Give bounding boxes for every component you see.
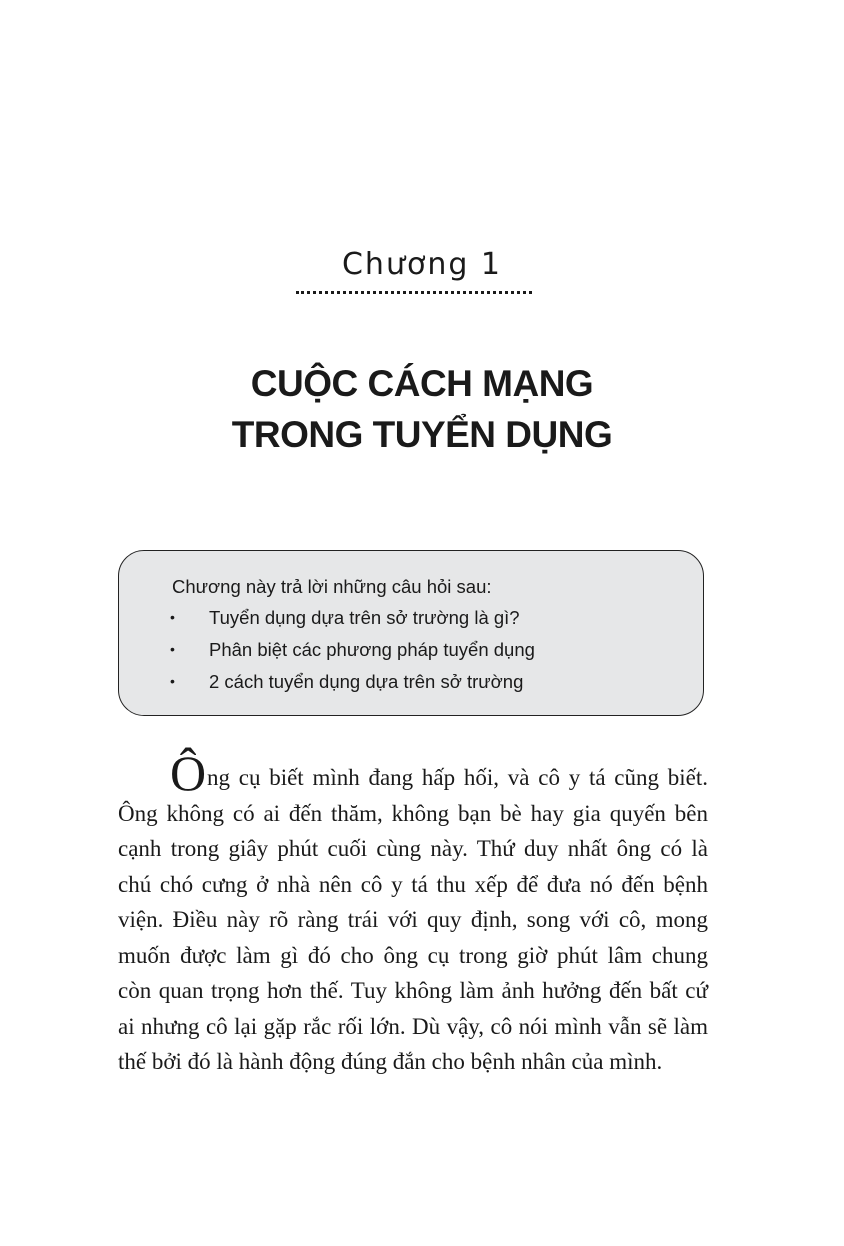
drop-cap: Ô — [170, 745, 207, 801]
chapter-title-line: CUỘC CÁCH MẠNG — [250, 363, 594, 404]
body-line: chú chó cưng ở nhà nên cô y tá thu xếp để đưa nó đến bệnh — [118, 871, 708, 897]
summary-item-text: 2 cách tuyển dụng dựa trên sở trường — [209, 671, 524, 692]
body-line: còn quan trọng hơn thế. Tuy không làm ảnh hưởng đến bất cứ — [118, 978, 708, 1003]
body-line-text: ng cụ biết mình đang hấp hối, và cô y tá cũng biết. — [207, 765, 708, 790]
summary-intro: Chương này trả lời những câu hỏi sau: — [172, 576, 492, 597]
body-line: ai nhưng cô lại gặp rắc rối lớn. Dù vậy, cô nói mình vẫn sẽ làm — [118, 1013, 708, 1039]
chapter-title-line: TRONG TUYỂN DỤNG — [231, 414, 613, 455]
chapter-divider — [296, 291, 532, 294]
bullet-icon: • — [170, 609, 175, 625]
summary-item-text: Tuyển dụng dựa trên sở trường là gì? — [209, 607, 520, 628]
body-line: viện. Điều này rõ ràng trái với quy định, song với cô, mong — [118, 907, 708, 932]
body-line: muốn được làm gì đó cho ông cụ trong giờ phút lâm chung — [118, 942, 708, 968]
chapter-summary-box — [118, 550, 704, 716]
body-line: cạnh trong giây phút cuối cùng này. Thứ duy nhất ông có là — [118, 836, 708, 861]
bullet-icon: • — [170, 673, 175, 689]
body-line: Ông không có ai đến thăm, không bạn bè hay gia quyến bên — [118, 800, 708, 826]
body-paragraph — [118, 745, 708, 1080]
bullet-icon: • — [170, 641, 175, 657]
summary-item-text: Phân biệt các phương pháp tuyển dụng — [209, 639, 535, 660]
chapter-label: Chương 1 — [341, 247, 502, 282]
body-line: thế bởi đó là hành động đúng đắn cho bệnh nhân của mình. — [118, 1049, 663, 1074]
body-line — [118, 745, 708, 801]
chapter-title — [0, 358, 844, 460]
